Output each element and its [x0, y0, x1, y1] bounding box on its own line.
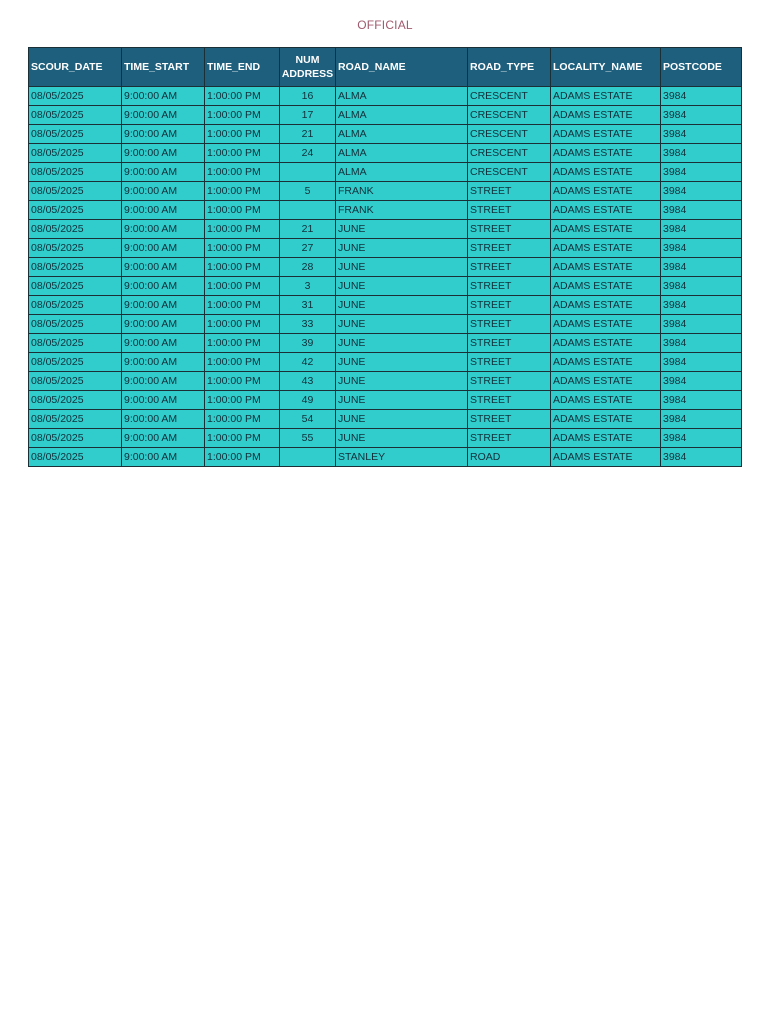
table-row: [29, 182, 742, 201]
cell-locality-name: ADAMS ESTATE: [551, 448, 661, 467]
cell-scour-date: 08/05/2025: [29, 106, 122, 125]
classification-label: OFFICIAL: [357, 18, 413, 32]
column-header-road-type: ROAD_TYPE: [468, 48, 551, 87]
table-row: [29, 220, 742, 239]
table-row: [29, 315, 742, 334]
cell-postcode: 3984: [661, 277, 742, 296]
cell-road-name: ALMA: [336, 87, 468, 106]
cell-road-type: STREET: [468, 182, 551, 201]
table-row: [29, 410, 742, 429]
cell-time-end: 1:00:00 PM: [205, 220, 280, 239]
cell-postcode: 3984: [661, 201, 742, 220]
scour-schedule-table: [28, 47, 742, 467]
cell-num-address: 21: [280, 125, 336, 144]
cell-postcode: 3984: [661, 239, 742, 258]
cell-time-start: 9:00:00 AM: [122, 144, 205, 163]
cell-locality-name: ADAMS ESTATE: [551, 87, 661, 106]
cell-scour-date: 08/05/2025: [29, 353, 122, 372]
cell-locality-name: ADAMS ESTATE: [551, 239, 661, 258]
cell-time-start: 9:00:00 AM: [122, 315, 205, 334]
cell-num-address: 24: [280, 144, 336, 163]
cell-time-start: 9:00:00 AM: [122, 182, 205, 201]
cell-locality-name: ADAMS ESTATE: [551, 372, 661, 391]
cell-num-address: [280, 163, 336, 182]
cell-time-end: 1:00:00 PM: [205, 258, 280, 277]
cell-road-type: STREET: [468, 334, 551, 353]
cell-postcode: 3984: [661, 391, 742, 410]
table-row: [29, 239, 742, 258]
column-header-num-address: NUM ADDRESS: [280, 48, 336, 87]
cell-num-address: 27: [280, 239, 336, 258]
cell-postcode: 3984: [661, 296, 742, 315]
cell-time-end: 1:00:00 PM: [205, 87, 280, 106]
cell-time-start: 9:00:00 AM: [122, 448, 205, 467]
cell-time-start: 9:00:00 AM: [122, 106, 205, 125]
cell-time-start: 9:00:00 AM: [122, 277, 205, 296]
cell-time-start: 9:00:00 AM: [122, 429, 205, 448]
cell-num-address: [280, 201, 336, 220]
cell-postcode: 3984: [661, 87, 742, 106]
column-header-time-end: TIME_END: [205, 48, 280, 87]
cell-road-name: JUNE: [336, 315, 468, 334]
column-header-road-name: ROAD_NAME: [336, 48, 468, 87]
table-row: [29, 429, 742, 448]
table-row: [29, 448, 742, 467]
cell-time-start: 9:00:00 AM: [122, 372, 205, 391]
cell-time-start: 9:00:00 AM: [122, 258, 205, 277]
table-row: [29, 391, 742, 410]
cell-locality-name: ADAMS ESTATE: [551, 163, 661, 182]
cell-road-type: ROAD: [468, 448, 551, 467]
cell-road-type: STREET: [468, 296, 551, 315]
cell-road-type: STREET: [468, 315, 551, 334]
cell-num-address: [280, 448, 336, 467]
cell-scour-date: 08/05/2025: [29, 125, 122, 144]
cell-scour-date: 08/05/2025: [29, 239, 122, 258]
cell-road-type: STREET: [468, 353, 551, 372]
cell-num-address: 54: [280, 410, 336, 429]
cell-locality-name: ADAMS ESTATE: [551, 315, 661, 334]
cell-locality-name: ADAMS ESTATE: [551, 296, 661, 315]
cell-road-name: JUNE: [336, 391, 468, 410]
cell-road-name: ALMA: [336, 106, 468, 125]
column-header-time-start: TIME_START: [122, 48, 205, 87]
cell-scour-date: 08/05/2025: [29, 410, 122, 429]
cell-scour-date: 08/05/2025: [29, 429, 122, 448]
cell-postcode: 3984: [661, 163, 742, 182]
cell-postcode: 3984: [661, 144, 742, 163]
cell-time-end: 1:00:00 PM: [205, 410, 280, 429]
cell-scour-date: 08/05/2025: [29, 258, 122, 277]
cell-time-end: 1:00:00 PM: [205, 201, 280, 220]
cell-road-type: STREET: [468, 220, 551, 239]
cell-road-name: JUNE: [336, 296, 468, 315]
cell-scour-date: 08/05/2025: [29, 315, 122, 334]
cell-scour-date: 08/05/2025: [29, 220, 122, 239]
cell-postcode: 3984: [661, 448, 742, 467]
cell-scour-date: 08/05/2025: [29, 334, 122, 353]
cell-time-end: 1:00:00 PM: [205, 163, 280, 182]
cell-road-name: ALMA: [336, 163, 468, 182]
cell-scour-date: 08/05/2025: [29, 391, 122, 410]
cell-road-name: STANLEY: [336, 448, 468, 467]
cell-locality-name: ADAMS ESTATE: [551, 353, 661, 372]
cell-locality-name: ADAMS ESTATE: [551, 182, 661, 201]
cell-time-end: 1:00:00 PM: [205, 448, 280, 467]
cell-time-end: 1:00:00 PM: [205, 182, 280, 201]
cell-road-type: CRESCENT: [468, 163, 551, 182]
cell-time-end: 1:00:00 PM: [205, 372, 280, 391]
cell-postcode: 3984: [661, 353, 742, 372]
cell-road-name: ALMA: [336, 125, 468, 144]
cell-locality-name: ADAMS ESTATE: [551, 220, 661, 239]
cell-postcode: 3984: [661, 410, 742, 429]
cell-road-name: FRANK: [336, 201, 468, 220]
cell-locality-name: ADAMS ESTATE: [551, 258, 661, 277]
cell-road-name: FRANK: [336, 182, 468, 201]
cell-postcode: 3984: [661, 334, 742, 353]
cell-time-start: 9:00:00 AM: [122, 201, 205, 220]
cell-time-start: 9:00:00 AM: [122, 163, 205, 182]
cell-road-type: STREET: [468, 410, 551, 429]
cell-time-end: 1:00:00 PM: [205, 125, 280, 144]
table-row: [29, 125, 742, 144]
cell-num-address: 31: [280, 296, 336, 315]
cell-scour-date: 08/05/2025: [29, 277, 122, 296]
cell-road-name: JUNE: [336, 239, 468, 258]
cell-road-type: STREET: [468, 372, 551, 391]
cell-time-start: 9:00:00 AM: [122, 296, 205, 315]
cell-road-type: STREET: [468, 201, 551, 220]
table-row: [29, 87, 742, 106]
cell-road-type: STREET: [468, 277, 551, 296]
table-row: [29, 334, 742, 353]
cell-time-end: 1:00:00 PM: [205, 353, 280, 372]
table-row: [29, 353, 742, 372]
cell-time-start: 9:00:00 AM: [122, 391, 205, 410]
cell-road-type: STREET: [468, 258, 551, 277]
cell-road-type: STREET: [468, 429, 551, 448]
column-header-postcode: POSTCODE: [661, 48, 742, 87]
table-row: [29, 296, 742, 315]
table-row: [29, 106, 742, 125]
table-body: [29, 87, 742, 467]
cell-road-type: CRESCENT: [468, 144, 551, 163]
cell-locality-name: ADAMS ESTATE: [551, 429, 661, 448]
cell-num-address: 5: [280, 182, 336, 201]
cell-road-name: JUNE: [336, 372, 468, 391]
cell-time-end: 1:00:00 PM: [205, 296, 280, 315]
cell-time-end: 1:00:00 PM: [205, 144, 280, 163]
cell-num-address: 17: [280, 106, 336, 125]
cell-locality-name: ADAMS ESTATE: [551, 391, 661, 410]
cell-road-name: JUNE: [336, 353, 468, 372]
cell-time-start: 9:00:00 AM: [122, 87, 205, 106]
header-row: [29, 48, 742, 87]
cell-road-type: STREET: [468, 391, 551, 410]
cell-locality-name: ADAMS ESTATE: [551, 125, 661, 144]
cell-num-address: 21: [280, 220, 336, 239]
cell-num-address: 28: [280, 258, 336, 277]
cell-time-start: 9:00:00 AM: [122, 334, 205, 353]
cell-postcode: 3984: [661, 106, 742, 125]
cell-time-end: 1:00:00 PM: [205, 239, 280, 258]
cell-postcode: 3984: [661, 125, 742, 144]
table-row: [29, 144, 742, 163]
cell-postcode: 3984: [661, 182, 742, 201]
cell-locality-name: ADAMS ESTATE: [551, 334, 661, 353]
column-header-scour-date: SCOUR_DATE: [29, 48, 122, 87]
table-row: [29, 163, 742, 182]
cell-postcode: 3984: [661, 315, 742, 334]
table-row: [29, 258, 742, 277]
cell-postcode: 3984: [661, 258, 742, 277]
cell-time-start: 9:00:00 AM: [122, 410, 205, 429]
cell-road-name: JUNE: [336, 334, 468, 353]
cell-road-type: CRESCENT: [468, 125, 551, 144]
cell-num-address: 16: [280, 87, 336, 106]
cell-scour-date: 08/05/2025: [29, 448, 122, 467]
cell-locality-name: ADAMS ESTATE: [551, 410, 661, 429]
table-row: [29, 277, 742, 296]
cell-locality-name: ADAMS ESTATE: [551, 106, 661, 125]
cell-time-start: 9:00:00 AM: [122, 125, 205, 144]
column-header-locality-name: LOCALITY_NAME: [551, 48, 661, 87]
cell-scour-date: 08/05/2025: [29, 372, 122, 391]
cell-time-end: 1:00:00 PM: [205, 106, 280, 125]
cell-scour-date: 08/05/2025: [29, 182, 122, 201]
cell-time-start: 9:00:00 AM: [122, 353, 205, 372]
cell-locality-name: ADAMS ESTATE: [551, 144, 661, 163]
cell-scour-date: 08/05/2025: [29, 296, 122, 315]
cell-postcode: 3984: [661, 220, 742, 239]
cell-time-start: 9:00:00 AM: [122, 220, 205, 239]
cell-time-end: 1:00:00 PM: [205, 391, 280, 410]
cell-road-name: JUNE: [336, 429, 468, 448]
cell-num-address: 3: [280, 277, 336, 296]
cell-time-end: 1:00:00 PM: [205, 429, 280, 448]
cell-scour-date: 08/05/2025: [29, 87, 122, 106]
cell-road-name: JUNE: [336, 277, 468, 296]
table-header: [29, 48, 742, 87]
cell-road-name: JUNE: [336, 258, 468, 277]
cell-time-end: 1:00:00 PM: [205, 315, 280, 334]
cell-postcode: 3984: [661, 372, 742, 391]
cell-num-address: 39: [280, 334, 336, 353]
cell-postcode: 3984: [661, 429, 742, 448]
cell-num-address: 43: [280, 372, 336, 391]
cell-locality-name: ADAMS ESTATE: [551, 277, 661, 296]
cell-road-name: JUNE: [336, 220, 468, 239]
cell-road-name: JUNE: [336, 410, 468, 429]
cell-num-address: 55: [280, 429, 336, 448]
table-row: [29, 201, 742, 220]
cell-time-start: 9:00:00 AM: [122, 239, 205, 258]
cell-scour-date: 08/05/2025: [29, 144, 122, 163]
cell-scour-date: 08/05/2025: [29, 201, 122, 220]
cell-road-name: ALMA: [336, 144, 468, 163]
cell-time-end: 1:00:00 PM: [205, 277, 280, 296]
cell-time-end: 1:00:00 PM: [205, 334, 280, 353]
cell-scour-date: 08/05/2025: [29, 163, 122, 182]
table-row: [29, 372, 742, 391]
cell-road-type: CRESCENT: [468, 106, 551, 125]
cell-num-address: 33: [280, 315, 336, 334]
cell-locality-name: ADAMS ESTATE: [551, 201, 661, 220]
cell-num-address: 42: [280, 353, 336, 372]
cell-road-type: STREET: [468, 239, 551, 258]
cell-road-type: CRESCENT: [468, 87, 551, 106]
cell-num-address: 49: [280, 391, 336, 410]
